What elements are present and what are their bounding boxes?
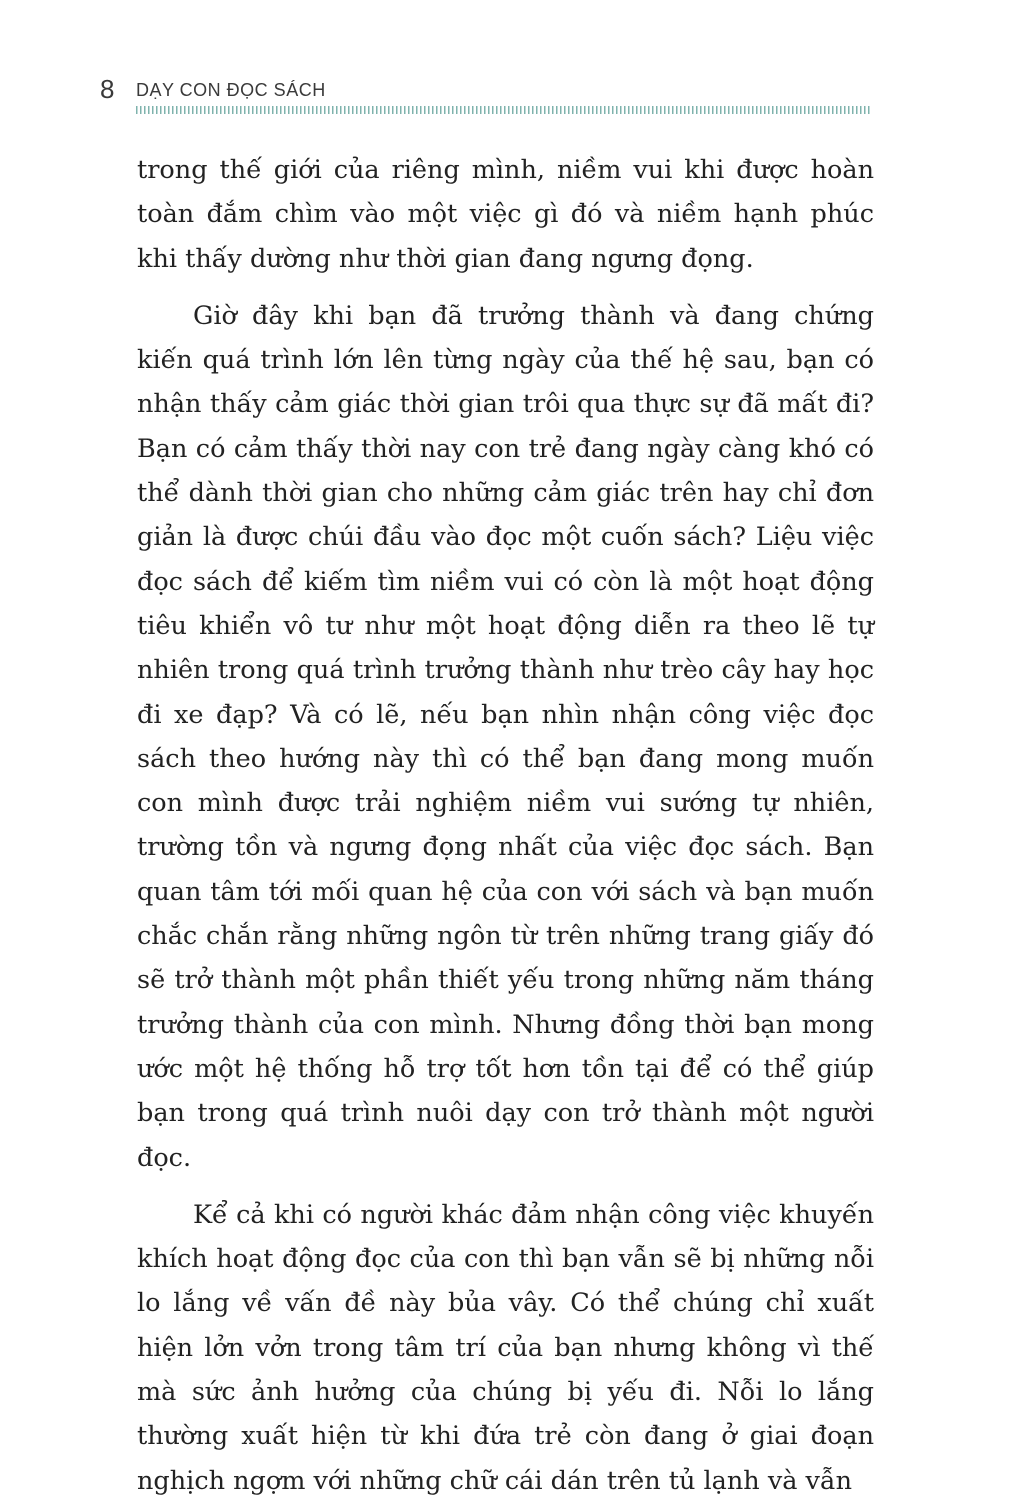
header-dotted-rule <box>136 106 871 114</box>
paragraph: Kể cả khi có người khác đảm nhận công việc khuyến khích hoạt động đọc của con thì bạn vẫn sẽ bị những nỗi lo lắng về vấn đề này bủa vây. Có thể chúng chỉ xuất hiện lởn vởn trong tâm trí của bạn nhưng không vì thế mà sức ảnh hưởng của chúng bị yếu đi. Nỗi lo lắng thường xuất hiện từ khi đứa trẻ còn đang ở giai đoạn nghịch ngợm với những chữ cái dán trên tủ lạnh và vẫn <box>137 1199 874 1496</box>
paragraph-continued: trong thế giới của riêng mình, niềm vui khi được hoàn toàn đắm chìm vào một việc gì đó và niềm hạnh phúc khi thấy dường như thời gian đang ngưng đọng. <box>137 155 874 274</box>
body-text <box>137 148 874 1503</box>
paragraph: Giờ đây khi bạn đã trưởng thành và đang chứng kiến quá trình lớn lên từng ngày của thế hệ sau, bạn có nhận thấy cảm giác thời gian trôi qua thực sự đã mất đi? Bạn có cảm thấy thời nay con trẻ đang ngày càng khó có thể dành thời gian cho những cảm giác trên hay chỉ đơn giản là được chúi đầu vào đọc một cuốn sách? Liệu việc đọc sách để kiếm tìm niềm vui có còn là một hoạt động tiêu khiển vô tư như một hoạt động diễn ra theo lẽ tự nhiên trong quá trình trưởng thành như trèo cây hay học đi xe đạp? Và có lẽ, nếu bạn nhìn nhận công việc đọc sách theo hướng này thì có thể bạn đang mong muốn con mình được trải nghiệm niềm vui sướng tự nhiên, trường tồn và ngưng đọng nhất của việc đọc sách. Bạn quan tâm tới mối quan hệ của con với sách và bạn muốn chắc chắn rằng những ngôn từ trên những trang giấy đó sẽ trở thành một phần thiết yếu trong những năm tháng trưởng thành của con mình. Nhưng đồng thời bạn mong ước một hệ thống hỗ trợ tốt hơn tồn tại để có thể giúp bạn trong quá trình nuôi dạy con trở thành một người đọc. <box>137 300 874 1173</box>
page-number: 8 <box>100 74 115 104</box>
page-header <box>96 66 876 114</box>
running-title: DẠY CON ĐỌC SÁCH <box>136 80 326 100</box>
